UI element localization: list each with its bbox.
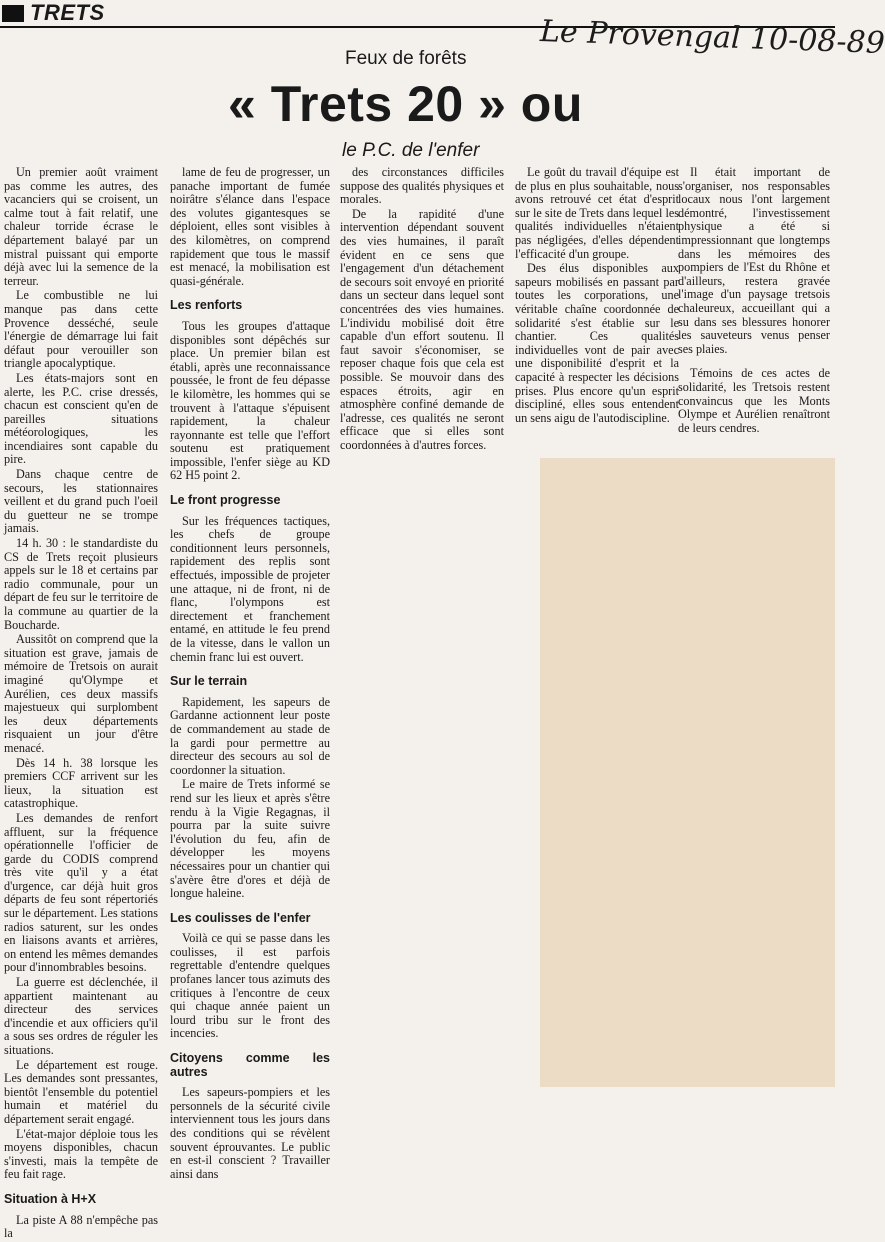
subheading-terrain: Sur le terrain <box>170 674 248 689</box>
section-name: TRETS <box>30 0 105 25</box>
paragraph: La guerre est déclenchée, il appartient maintenant au directeur des services d'incendie et aux officiers qu'il a sous ses ordres de réguler les situations. <box>4 975 158 1057</box>
paragraph: Dès 14 h. 38 lorsque les premiers CCF arrivent sur les lieux, la situation est catastrophique. <box>4 755 158 811</box>
paragraph: De la rapidité d'une intervention dépendant souvent des vies humaines, il paraît évident en ce sens que l'engagement d'un détachement de secours soit envoyé en priorité dans un secteur dans lequel sont concentrées des vies humaines. L'individu mobilisé doit être capable d'un effort soutenu. Il faut savoir s'économiser, se reposer chaque fois que cela est possible. Se mouvoir dans des espaces étroits, agir en atmosphère confiné demande de l'adresse, ces qualités ne seront efficace que si elles sont coordonnées à d'autres forces. <box>340 206 504 452</box>
paragraph: La piste A 88 n'empêche pas la <box>4 1212 158 1241</box>
paragraph: lame de feu de progresser, un panache important de fumée noirâtre s'élance dans l'espace des volutes gigantesques se déploient, elles sont visibles à des kilomètres, on comprend rapidement que tous le massif est menacé, la mobilisation est quasi-générale. <box>170 165 330 288</box>
article-headline: « Trets 20 » ou <box>228 76 583 132</box>
paragraph: Le goût du travail d'équipe est de plus en plus souhaitable, nous avons retrouvé cet état d'esprit sur le site de Trets dans lequel les qualités individuelles n'étaient pas négligées, d'elles dépendent l'efficacité d'un groupe. <box>515 165 679 261</box>
paragraph: Un premier août vraiment pas comme les autres, des vacanciers qui se croisent, un calme tout à fait relatif, une chaleur torride écrase le département balayé par un mistral puissant qui emporte déjà avec lui la semence de la terreur. <box>4 165 158 288</box>
paragraph: Les états-majors sont en alerte, les P.C. crise dressés, chacun est conscient qu'en de pareilles situations météorologiques, les incendiaires sont capable du pire. <box>4 370 158 467</box>
article-kicker: Feux de forêts <box>345 48 467 69</box>
paragraph: Voilà ce qui se passe dans les coulisses, il est parfois regrettable d'entendre quelques profanes lancer tous azimuts des critiques à l'encontre de ceux qui chaque année paient un lourd tribu sur le front des incencies. <box>170 931 330 1041</box>
subheading-front: Le front progresse <box>170 493 281 508</box>
article-subhead: le P.C. de l'enfer <box>342 140 480 161</box>
paragraph: Sur les fréquences tactiques, les chefs de groupe conditionnent leurs personnels, rapidement des replis sont effectués, impossible de projeter une attaque, ni de front, ni de flanc, l'olympons est directement et franchement entamé, en attitude le feu prend de la vitesse, dans le vallon un chemin franc lui est ouvert. <box>170 513 330 664</box>
paragraph: L'état-major déploie tous les moyens disponibles, chacun s'investi, mais la tempête de feu fait rage. <box>4 1126 158 1182</box>
paragraph: Le département est rouge. Les demandes sont pressantes, bientôt l'ensemble du potentiel humain et matériel du département serait engagé. <box>4 1057 158 1126</box>
paragraph: Rapidement, les sapeurs de Gardanne actionnent leur poste de commandement au stade de la gardi pour permettre au directeur des secours au sol de coordonner la situation. <box>170 694 330 777</box>
paragraph: Aussitôt on comprend que la situation est grave, jamais de mémoire de Tretsois on aurait imaginé qu'Olympe et Aurélien, ces deux massifs majestueux qui surplombent les deux départements risquaient un jour d'être menacé. <box>4 632 158 755</box>
subheading-situation: Situation à H+X <box>4 1191 97 1206</box>
paragraph: Il était important de s'organiser, nos responsables locaux nous l'ont largement démontré, l'investissement physique a été si impressionnant que longtemps dans les mémoires des pompiers de l'Est du Rhône et d'ailleurs, restera gravée l'image d'un paysage tretsois chaleureux, accueillant qui a su dans ses blessures honorer les sauveteurs venus penser ses plaies. <box>678 165 830 356</box>
subheading-citoyens: Citoyens comme les autres <box>170 1051 330 1079</box>
paragraph: Des élus disponibles aux sapeurs mobilisés en passant par toutes les corporations, une véritable chaîne coordonnée de solidarité s'est établie sur le chantier. Ces qualités individuelles vont de pair avec une disponibilité d'esprit et la capacité à respecter les décisions prises. Plus encore qu'un esprit discipliné, elles sous entendent un sens aigu de l'autodiscipline. <box>515 261 679 425</box>
paragraph: 14 h. 30 : le standardiste du CS de Trets reçoit plusieurs appels sur le 18 et certains par radio communale, pour un départ de feu sur le territoire de la commune au quartier de la Boucharde. <box>4 536 158 632</box>
paper-background <box>540 458 835 1087</box>
article-column-1 <box>4 166 158 1242</box>
paragraph: Le maire de Trets informé se rend sur les lieux et après s'être rendu à la Vigie Regagnas, il pourra par la suite suivre l'évolution du feu, afin de développer les moyens nécessaires pour un chantier qui s'avère être d'ores et déjà de longue haleine. <box>170 777 330 901</box>
section-marker-block <box>2 5 24 22</box>
paragraph: Les sapeurs-pompiers et les personnels de la sécurité civile interviennent tous les jours dans des conditions qui se révèlent souvent éprouvantes. Le public en est-il conscient ? Travailler ainsi dans <box>170 1085 330 1181</box>
article-column-5 <box>678 166 830 436</box>
paragraph: Dans chaque centre de secours, les stationnaires veillent et du grand puch l'oeil du guetteur ne se trompe jamais. <box>4 467 158 536</box>
article-column-2 <box>170 166 330 1182</box>
paragraph: Témoins de ces actes de solidarité, les Tretsois restent convaincus que les Monts Olympe et Aurélien renaîtront de leurs cendres. <box>678 366 830 435</box>
paragraph: Les demandes de renfort affluent, sur la fréquence opérationnelle l'officier de garde du CODIS comprend très vite qu'il y a état d'urgence, car déjà huit gros départs de feu sont répertoriés sur le département. Les stations radios saturent, sur les ondes en liaisons avants et arrières, on entend les mêmes demandes pour d'innombrables besoins. <box>4 810 158 975</box>
subheading-renforts: Les renforts <box>170 298 243 313</box>
paragraph: Le combustible ne lui manque pas dans cette Provence desséché, seule l'énergie de démarrage lui fait défaut pour verouiller son triangle apocalyptique. <box>4 288 158 371</box>
paragraph: des circonstances difficiles suppose des qualités physiques et morales. <box>340 165 504 207</box>
article-column-4 <box>515 166 679 426</box>
handwritten-source-note: Le Provengal 10-08-89 <box>539 13 885 62</box>
subheading-coulisses: Les coulisses de l'enfer <box>170 910 311 925</box>
paragraph: Tous les groupes d'attaque disponibles sont dépêchés sur place. Un premier bilan est établi, après une reconnaissance poussée, le front de feu dépasse le kilomètre, les hommes qui se trouvent à l'attaque s'épuisent rapidement, la chaleur rayonnante est telle que l'effort soutenu est pratiquement impossible, l'enfer siège au KD 62 H5 point 2. <box>170 318 330 483</box>
article-column-3 <box>340 166 504 453</box>
